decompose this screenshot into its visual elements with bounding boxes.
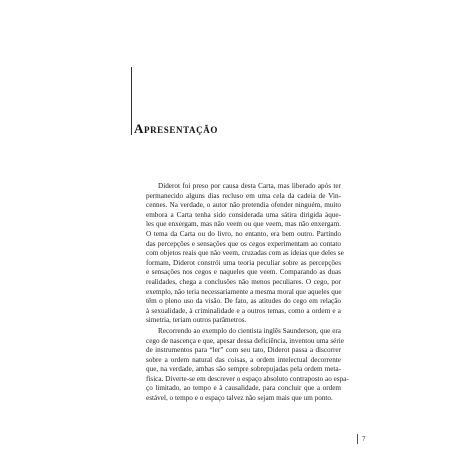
- text-line: realidades, chega a conclusões não menos peculiares. O cego, por: [146, 277, 341, 286]
- text-line: permanecido alguns dias recluso em uma cela da cadeia de Vin-: [146, 191, 341, 200]
- text-line: têm o pleno uso da visão. De fato, as atitudes do cego em relação: [146, 297, 341, 306]
- text-line: cennes. Na verdade, o autor não pretendia ofender ninguém, muito: [146, 201, 341, 210]
- text-line: embora a Carta tenha sido considerada uma sátira dirigida àque-: [146, 210, 341, 219]
- text-line: cego de nascença e que, apesar dessa deficiência, inventou uma série: [146, 336, 344, 345]
- text-line: à sexualidade, à criminalidade e a outros temas, como a ordem e a: [146, 306, 341, 315]
- chapter-vertical-rule: [131, 67, 132, 135]
- text-line: les que enxergam, mas não veem ou que veem, mas não enxergam.: [146, 220, 341, 229]
- page-number-block: [357, 434, 366, 444]
- text-line: Recorrendo ao exemplo do cientista inglês Saunderson, que era: [158, 326, 341, 335]
- text-line: com objetos reais que não veem, cruzadas com as ideias que deles se: [146, 249, 344, 258]
- text-line: Diderot foi preso por causa desta Carta, mas liberado após ter: [158, 182, 341, 190]
- chapter-heading: Apresentação: [134, 121, 218, 136]
- text-line: O tema da Carta ou do livro, no entanto, era bem outro. Partindo: [146, 229, 341, 238]
- text-line: ço limitado, ao tempo e à causalidade, para concluir que a ordem: [146, 384, 341, 393]
- paragraph-2: [134, 326, 349, 404]
- text-line: exemplo, não teria necessariamente a mesma moral que aqueles que: [146, 287, 342, 296]
- text-line: de instrumentos para “ler” com seu tato, Diderot passa a discorrer: [146, 346, 341, 355]
- text-line: física. Diverte-se em descrever o espaço absoluto contraposto ao espa-: [146, 374, 349, 383]
- text-line: estável, o tempo e o espaço talvez não sejam mais que um ponto.: [146, 394, 333, 403]
- text-line: sobre a ordem natural das coisas, a ordem intelectual decorrente: [146, 355, 341, 364]
- text-line: que, na verdade, ambas são sempre sobrepujadas pela ordem metа-: [146, 365, 341, 374]
- text-line: e sensações nos cegos e naqueles que veem. Comparando as duas: [146, 268, 341, 277]
- paragraph-1: [134, 182, 344, 326]
- folio-rule: [357, 434, 358, 444]
- chapter-body: [134, 182, 349, 405]
- text-line: das percepções e sensações que os cegos experimentam ao contato: [146, 239, 341, 248]
- text-line: formam, Diderot constrói uma teoria peculiar sobre as percepções: [146, 258, 341, 267]
- page-number: 7: [362, 435, 366, 443]
- text-line: simetria, teriam outros parâmetros.: [146, 316, 247, 325]
